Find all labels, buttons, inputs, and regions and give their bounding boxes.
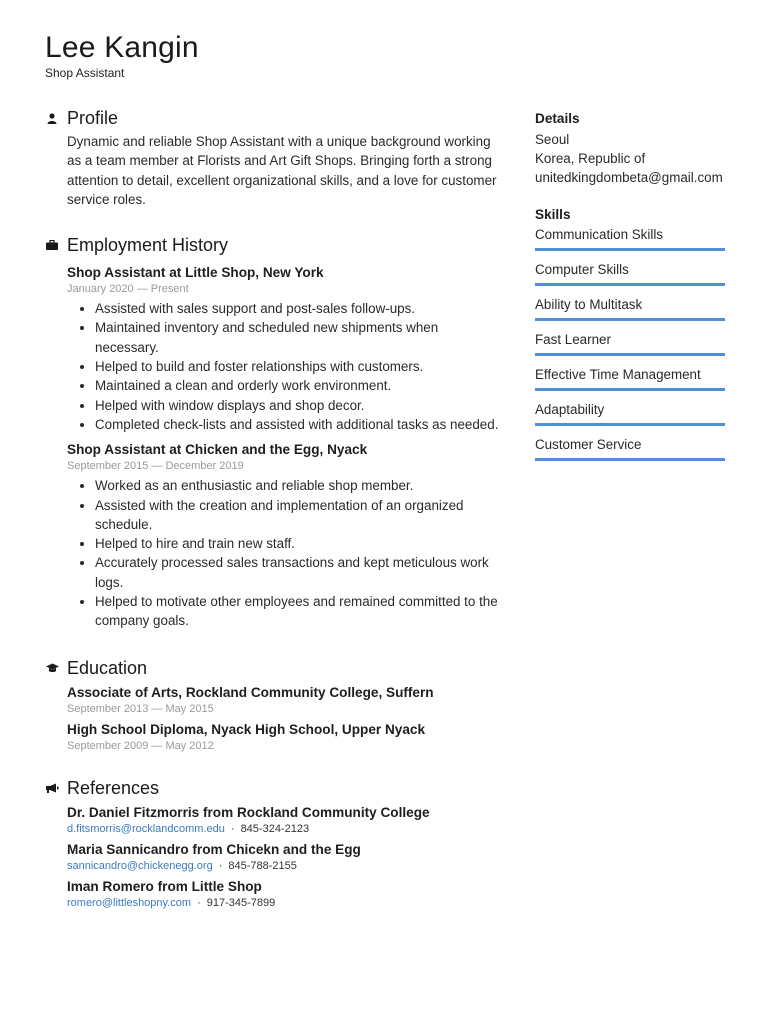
reference-separator: · bbox=[230, 822, 235, 835]
job-dates: September 2015 — December 2019 bbox=[67, 460, 244, 473]
job-bullet: • Helped with window displays and shop decor. bbox=[95, 396, 505, 415]
education-list bbox=[67, 684, 505, 754]
job-entry bbox=[67, 441, 505, 630]
job-bullet: • Completed check-lists and assisted with additional tasks as needed. bbox=[95, 415, 505, 434]
briefcase-icon bbox=[45, 238, 59, 252]
job-bullet: • Helped to motivate other employees and remained committed to the company goals. bbox=[95, 592, 505, 631]
job-bullet: • Maintained inventory and scheduled new shipments when necessary. bbox=[95, 318, 505, 357]
skill-item: Effective Time Management bbox=[535, 366, 725, 391]
job-bullet: • Accurately processed sales transactions and kept meticulous work logs. bbox=[95, 553, 505, 592]
education-heading: Education bbox=[67, 657, 148, 678]
job-dates: January 2020 — Present bbox=[67, 283, 189, 296]
employment-heading: Employment History bbox=[67, 235, 229, 256]
job-bullet: • Assisted with the creation and implementation of an organized schedule. bbox=[95, 496, 505, 535]
reference-name: Maria Sannicandro from Chicekn and the Egg bbox=[67, 841, 361, 857]
skills-heading: Skills bbox=[535, 207, 571, 222]
reference-name: Dr. Daniel Fitzmorris from Rockland Community College bbox=[67, 804, 430, 820]
details-country: Korea, Republic of bbox=[535, 151, 646, 166]
reference-contact bbox=[67, 896, 505, 911]
reference-phone: 845-324-2123 bbox=[240, 822, 310, 835]
job-entry bbox=[67, 264, 505, 434]
education-entry bbox=[67, 684, 505, 717]
skill-item: Computer Skills bbox=[535, 261, 725, 286]
skill-item: Ability to Multitask bbox=[535, 296, 725, 321]
education-dates: September 2013 — May 2015 bbox=[67, 702, 214, 715]
reference-separator: · bbox=[218, 859, 223, 872]
reference-entry bbox=[67, 841, 505, 874]
reference-entry bbox=[67, 878, 505, 911]
person-icon bbox=[45, 111, 59, 125]
details-heading: Details bbox=[535, 111, 580, 126]
job-title: Shop Assistant at Chicken and the Egg, Nyack bbox=[67, 442, 368, 458]
references-heading-row bbox=[45, 776, 505, 800]
megaphone-icon bbox=[45, 781, 59, 795]
profile-heading: Profile bbox=[67, 108, 119, 128]
job-bullet: • Worked as an enthusiastic and reliable shop member. bbox=[95, 476, 505, 495]
sidebar bbox=[535, 110, 725, 471]
reference-separator: · bbox=[197, 896, 201, 909]
job-bullet: • Assisted with sales support and post-sales follow-ups. bbox=[95, 299, 505, 318]
reference-contact bbox=[67, 822, 505, 837]
reference-email-link[interactable]: sannicandro@chickenegg.org bbox=[67, 859, 213, 872]
job-bullets bbox=[67, 299, 505, 434]
candidate-name: Lee Kangin bbox=[45, 31, 199, 64]
job-title: Shop Assistant at Little Shop, New York bbox=[67, 265, 324, 281]
job-bullet: • Helped to hire and train new staff. bbox=[95, 534, 505, 553]
skills-list bbox=[535, 226, 725, 461]
profile-text: Dynamic and reliable Shop Assistant with a unique background working as a team member at Florists and Art Gift Shops. Bringing forth a strong attention to detail, excellent organizational skills, and a love for customer service roles. bbox=[67, 134, 497, 207]
job-bullet: • Maintained a clean and orderly work environment. bbox=[95, 376, 505, 395]
reference-email-link[interactable]: d.fitsmorris@rocklandcomm.edu bbox=[67, 822, 225, 835]
resume-header bbox=[45, 31, 199, 81]
candidate-title: Shop Assistant bbox=[45, 66, 125, 80]
details-email-link[interactable]: unitedkingdombeta@gmail.com bbox=[535, 170, 723, 185]
skill-item: Adaptability bbox=[535, 401, 725, 426]
education-section bbox=[45, 656, 505, 754]
reference-phone: 917-345-7899 bbox=[206, 896, 276, 909]
education-dates: September 2009 — May 2012 bbox=[67, 739, 214, 752]
references-list bbox=[67, 804, 505, 911]
job-bullet: • Helped to build and foster relationships with customers. bbox=[95, 357, 505, 376]
reference-phone: 845-788-2155 bbox=[228, 859, 297, 872]
education-heading-row bbox=[45, 656, 505, 680]
jobs-list bbox=[67, 264, 505, 630]
skill-item: Fast Learner bbox=[535, 331, 725, 356]
education-title: Associate of Arts, Rockland Community College, Suffern bbox=[67, 684, 434, 700]
reference-name: Iman Romero from Little Shop bbox=[67, 878, 262, 894]
education-title: High School Diploma, Nyack High School, Upper Nyack bbox=[67, 721, 426, 737]
reference-email-link[interactable]: romero@littleshopny.com bbox=[67, 896, 192, 909]
profile-heading-row bbox=[45, 106, 505, 130]
references-heading: References bbox=[67, 777, 160, 798]
education-entry bbox=[67, 721, 505, 754]
reference-contact bbox=[67, 859, 505, 874]
profile-section bbox=[45, 106, 505, 209]
graduation-cap-icon bbox=[45, 661, 59, 675]
details-city: Seoul bbox=[535, 132, 570, 147]
main-column bbox=[45, 106, 505, 911]
references-section bbox=[45, 776, 505, 911]
reference-entry bbox=[67, 804, 505, 837]
skill-item: Communication Skills bbox=[535, 226, 725, 251]
skill-item: Customer Service bbox=[535, 436, 725, 461]
employment-section bbox=[45, 233, 505, 630]
employment-heading-row bbox=[45, 233, 505, 257]
job-bullets bbox=[67, 476, 505, 630]
